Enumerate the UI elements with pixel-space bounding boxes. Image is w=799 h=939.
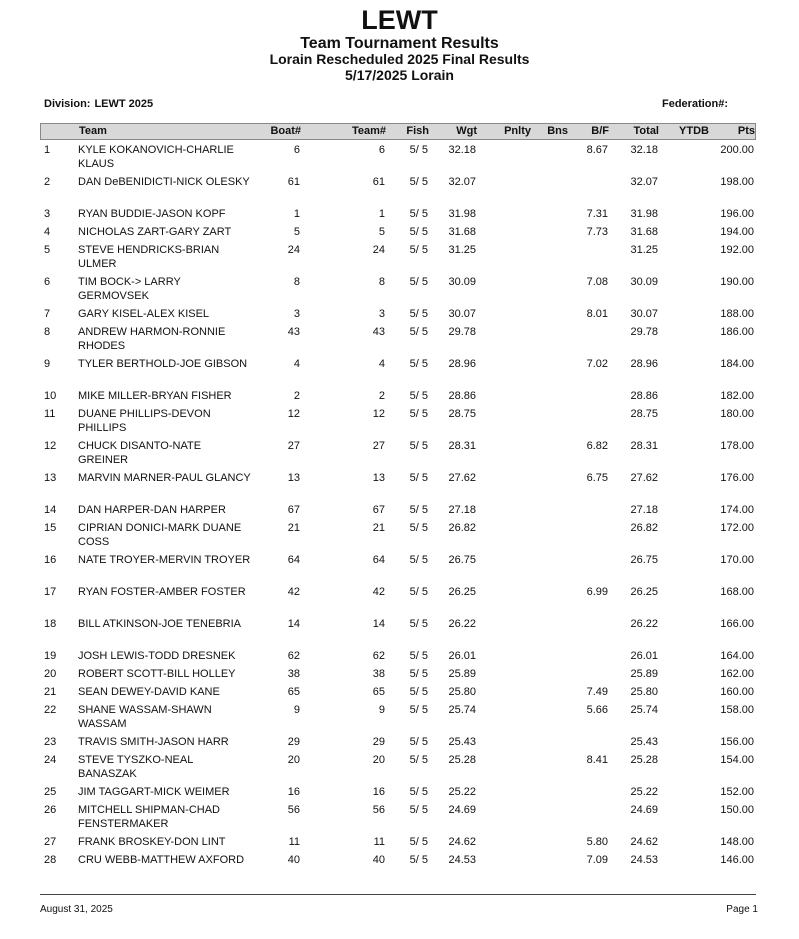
- table-row: [40, 803, 756, 835]
- cell-points: 164.00: [720, 650, 754, 662]
- cell-points: 158.00: [720, 704, 754, 716]
- cell-team-number: 20: [372, 754, 385, 766]
- cell-weight: 32.18: [448, 144, 476, 156]
- cell-fish: 5/ 5: [409, 686, 428, 698]
- cell-team-number: 12: [372, 408, 385, 420]
- cell-team-number: 2: [378, 390, 385, 402]
- cell-boat: 2: [293, 390, 300, 402]
- cell-total: 26.75: [630, 554, 658, 566]
- cell-place: 1: [44, 144, 51, 156]
- cell-fish: 5/ 5: [409, 618, 428, 630]
- cell-weight: 29.78: [448, 326, 476, 338]
- cell-weight: 24.53: [448, 854, 476, 866]
- table-row: [40, 143, 756, 175]
- cell-points: 176.00: [720, 472, 754, 484]
- cell-total: 26.01: [630, 650, 658, 662]
- cell-weight: 27.62: [448, 472, 476, 484]
- col-header-points: Pts: [737, 125, 755, 137]
- cell-weight: 26.01: [448, 650, 476, 662]
- cell-team: ROBERT SCOTT-BILL HOLLEY: [78, 668, 236, 680]
- cell-place: 9: [44, 358, 51, 370]
- cell-fish: 5/ 5: [409, 836, 428, 848]
- cell-team: FRANK BROSKEY-DON LINT: [78, 836, 226, 848]
- col-header-team: Team: [79, 125, 107, 137]
- footer-page-number: Page 1: [726, 904, 758, 915]
- cell-team-number: 29: [372, 736, 385, 748]
- cell-team-number: 3: [378, 308, 385, 320]
- cell-place: 4: [44, 226, 51, 238]
- cell-total: 30.09: [630, 276, 658, 288]
- cell-team: TYLER BERTHOLD-JOE GIBSON: [78, 358, 248, 370]
- cell-points: 178.00: [720, 440, 754, 452]
- cell-boat: 5: [293, 226, 300, 238]
- cell-points: 152.00: [720, 786, 754, 798]
- cell-boat: 43: [287, 326, 300, 338]
- cell-place: 15: [44, 522, 57, 534]
- table-row: [40, 835, 756, 853]
- cell-weight: 25.28: [448, 754, 476, 766]
- cell-big-fish: 5.66: [586, 704, 608, 716]
- cell-place: 5: [44, 244, 51, 256]
- cell-team-number: 64: [372, 554, 385, 566]
- cell-fish: 5/ 5: [409, 390, 428, 402]
- cell-fish: 5/ 5: [409, 668, 428, 680]
- cell-points: 194.00: [720, 226, 754, 238]
- cell-weight: 24.69: [448, 804, 476, 816]
- table-row: [40, 325, 756, 357]
- cell-team: SEAN DEWEY-DAVID KANE: [78, 686, 220, 698]
- cell-team: TRAVIS SMITH-JASON HARR: [78, 736, 229, 748]
- division-info: [44, 98, 157, 110]
- col-header-ytdb: YTDB: [679, 125, 709, 137]
- table-row: [40, 649, 756, 667]
- division-label: Division:: [44, 98, 91, 110]
- cell-points: 170.00: [720, 554, 754, 566]
- cell-team: NICHOLAS ZART-GARY ZART: [78, 226, 232, 238]
- report-subtitle: Team Tournament Results: [300, 35, 499, 52]
- table-row: [40, 389, 756, 407]
- cell-total: 25.74: [630, 704, 658, 716]
- cell-fish: 5/ 5: [409, 408, 428, 420]
- cell-points: 182.00: [720, 390, 754, 402]
- cell-team-number: 43: [372, 326, 385, 338]
- cell-place: 17: [44, 586, 57, 598]
- cell-weight: 25.43: [448, 736, 476, 748]
- cell-boat: 40: [287, 854, 300, 866]
- cell-team: STEVE HENDRICKS-BRIAN ULMER: [78, 244, 220, 270]
- cell-big-fish: 7.08: [586, 276, 608, 288]
- cell-points: 148.00: [720, 836, 754, 848]
- federation-info: [662, 98, 736, 110]
- cell-place: 3: [44, 208, 51, 220]
- cell-boat: 9: [293, 704, 300, 716]
- cell-team: ANDREW HARMON-RONNIE RHODES: [78, 326, 226, 352]
- table-row: [40, 407, 756, 439]
- cell-fish: 5/ 5: [409, 276, 428, 288]
- col-header-fish: Fish: [406, 125, 429, 137]
- cell-weight: 30.07: [448, 308, 476, 320]
- cell-total: 29.78: [630, 326, 658, 338]
- cell-team: MITCHELL SHIPMAN-CHAD FENSTERMAKER: [78, 804, 220, 830]
- table-row: [40, 357, 756, 389]
- cell-weight: 31.68: [448, 226, 476, 238]
- cell-weight: 30.09: [448, 276, 476, 288]
- table-row: [40, 439, 756, 471]
- cell-boat: 13: [287, 472, 300, 484]
- cell-weight: 28.86: [448, 390, 476, 402]
- cell-total: 31.98: [630, 208, 658, 220]
- cell-place: 23: [44, 736, 57, 748]
- col-header-boat: Boat#: [270, 125, 301, 137]
- cell-place: 7: [44, 308, 51, 320]
- cell-points: 184.00: [720, 358, 754, 370]
- cell-team-number: 24: [372, 244, 385, 256]
- cell-weight: 25.74: [448, 704, 476, 716]
- table-row: [40, 735, 756, 753]
- cell-place: 16: [44, 554, 57, 566]
- cell-place: 10: [44, 390, 57, 402]
- table-row: [40, 617, 756, 649]
- cell-points: 196.00: [720, 208, 754, 220]
- event-date-location: 5/17/2025 Lorain: [345, 67, 454, 83]
- cell-big-fish: 8.01: [586, 308, 608, 320]
- cell-big-fish: 7.31: [586, 208, 608, 220]
- cell-boat: 38: [287, 668, 300, 680]
- cell-total: 25.80: [630, 686, 658, 698]
- cell-total: 26.82: [630, 522, 658, 534]
- cell-points: 146.00: [720, 854, 754, 866]
- cell-fish: 5/ 5: [409, 754, 428, 766]
- cell-fish: 5/ 5: [409, 176, 428, 188]
- col-header-big-fish: B/F: [591, 125, 609, 137]
- cell-team: TIM BOCK-> LARRY GERMOVSEK: [78, 276, 181, 302]
- cell-points: 188.00: [720, 308, 754, 320]
- cell-weight: 27.18: [448, 504, 476, 516]
- cell-team-number: 6: [378, 144, 385, 156]
- cell-boat: 62: [287, 650, 300, 662]
- cell-place: 21: [44, 686, 57, 698]
- cell-total: 24.53: [630, 854, 658, 866]
- cell-weight: 25.89: [448, 668, 476, 680]
- division-value: LEWT 2025: [94, 98, 154, 110]
- table-row: [40, 471, 756, 503]
- cell-points: 180.00: [720, 408, 754, 420]
- cell-place: 27: [44, 836, 57, 848]
- cell-team: DUANE PHILLIPS-DEVON PHILLIPS: [78, 408, 211, 434]
- cell-boat: 65: [287, 686, 300, 698]
- cell-place: 28: [44, 854, 57, 866]
- cell-team-number: 13: [372, 472, 385, 484]
- table-row: [40, 553, 756, 585]
- table-row: [40, 275, 756, 307]
- cell-fish: 5/ 5: [409, 586, 428, 598]
- col-header-weight: Wgt: [456, 125, 477, 137]
- cell-fish: 5/ 5: [409, 804, 428, 816]
- cell-points: 166.00: [720, 618, 754, 630]
- cell-total: 25.43: [630, 736, 658, 748]
- cell-weight: 31.98: [448, 208, 476, 220]
- cell-total: 30.07: [630, 308, 658, 320]
- cell-boat: 14: [287, 618, 300, 630]
- cell-big-fish: 6.75: [586, 472, 608, 484]
- cell-team: MARVIN MARNER-PAUL GLANCY: [78, 472, 251, 484]
- cell-team: GARY KISEL-ALEX KISEL: [78, 308, 210, 320]
- cell-team-number: 61: [372, 176, 385, 188]
- cell-place: 11: [44, 408, 56, 420]
- cell-big-fish: 7.02: [586, 358, 608, 370]
- cell-team-number: 40: [372, 854, 385, 866]
- cell-team: CRU WEBB-MATTHEW AXFORD: [78, 854, 245, 866]
- cell-fish: 5/ 5: [409, 326, 428, 338]
- cell-place: 2: [44, 176, 51, 188]
- cell-boat: 8: [293, 276, 300, 288]
- cell-team-number: 14: [372, 618, 385, 630]
- cell-points: 162.00: [720, 668, 754, 680]
- cell-boat: 6: [293, 144, 300, 156]
- cell-team: SHANE WASSAM-SHAWN WASSAM: [78, 704, 212, 730]
- cell-points: 160.00: [720, 686, 754, 698]
- cell-big-fish: 7.73: [586, 226, 608, 238]
- cell-weight: 28.31: [448, 440, 476, 452]
- cell-weight: 26.25: [448, 586, 476, 598]
- cell-total: 25.28: [630, 754, 658, 766]
- cell-big-fish: 7.49: [586, 686, 608, 698]
- cell-team-number: 42: [372, 586, 385, 598]
- cell-boat: 4: [293, 358, 300, 370]
- cell-team-number: 9: [378, 704, 385, 716]
- cell-points: 186.00: [720, 326, 754, 338]
- cell-weight: 31.25: [448, 244, 476, 256]
- cell-total: 32.18: [630, 144, 658, 156]
- footer-divider: [40, 894, 756, 895]
- cell-team-number: 65: [372, 686, 385, 698]
- cell-points: 154.00: [720, 754, 754, 766]
- cell-fish: 5/ 5: [409, 440, 428, 452]
- cell-points: 156.00: [720, 736, 754, 748]
- cell-points: 168.00: [720, 586, 754, 598]
- cell-total: 31.68: [630, 226, 658, 238]
- cell-points: 172.00: [720, 522, 754, 534]
- cell-fish: 5/ 5: [409, 208, 428, 220]
- cell-fish: 5/ 5: [409, 226, 428, 238]
- cell-team: RYAN BUDDIE-JASON KOPF: [78, 208, 226, 220]
- cell-total: 25.89: [630, 668, 658, 680]
- cell-team-number: 27: [372, 440, 385, 452]
- cell-team: CHUCK DISANTO-NATE GREINER: [78, 440, 202, 466]
- cell-place: 18: [44, 618, 57, 630]
- cell-weight: 24.62: [448, 836, 476, 848]
- cell-weight: 28.96: [448, 358, 476, 370]
- cell-fish: 5/ 5: [409, 736, 428, 748]
- col-header-penalty: Pnlty: [504, 125, 531, 137]
- cell-fish: 5/ 5: [409, 522, 428, 534]
- cell-total: 26.22: [630, 618, 658, 630]
- cell-points: 192.00: [720, 244, 754, 256]
- cell-total: 28.86: [630, 390, 658, 402]
- cell-fish: 5/ 5: [409, 504, 428, 516]
- cell-boat: 56: [287, 804, 300, 816]
- cell-fish: 5/ 5: [409, 650, 428, 662]
- cell-place: 26: [44, 804, 57, 816]
- cell-team-number: 67: [372, 504, 385, 516]
- cell-points: 150.00: [720, 804, 754, 816]
- cell-fish: 5/ 5: [409, 244, 428, 256]
- cell-points: 174.00: [720, 504, 754, 516]
- cell-total: 27.62: [630, 472, 658, 484]
- table-row: [40, 207, 756, 225]
- cell-team: RYAN FOSTER-AMBER FOSTER: [78, 586, 246, 598]
- event-name: Lorain Rescheduled 2025 Final Results: [269, 51, 530, 67]
- cell-total: 27.18: [630, 504, 658, 516]
- cell-fish: 5/ 5: [409, 144, 428, 156]
- cell-boat: 21: [287, 522, 300, 534]
- col-header-bonus: Bns: [547, 125, 568, 137]
- cell-boat: 42: [287, 586, 300, 598]
- results-table-body: [40, 143, 756, 885]
- cell-fish: 5/ 5: [409, 358, 428, 370]
- cell-place: 25: [44, 786, 57, 798]
- cell-team-number: 4: [378, 358, 385, 370]
- cell-weight: 25.22: [448, 786, 476, 798]
- table-row: [40, 685, 756, 703]
- cell-fish: 5/ 5: [409, 308, 428, 320]
- cell-team: JIM TAGGART-MICK WEIMER: [78, 786, 230, 798]
- table-row: [40, 585, 756, 617]
- cell-team-number: 21: [372, 522, 385, 534]
- cell-big-fish: 6.99: [586, 586, 608, 598]
- cell-fish: 5/ 5: [409, 854, 428, 866]
- table-row: [40, 667, 756, 685]
- cell-place: 20: [44, 668, 57, 680]
- table-row: [40, 243, 756, 275]
- cell-place: 19: [44, 650, 57, 662]
- cell-team: JOSH LEWIS-TODD DRESNEK: [78, 650, 236, 662]
- table-row: [40, 853, 756, 885]
- cell-team-number: 62: [372, 650, 385, 662]
- cell-place: 24: [44, 754, 57, 766]
- table-row: [40, 785, 756, 803]
- cell-team: KYLE KOKANOVICH-CHARLIE KLAUS: [78, 144, 234, 170]
- cell-boat: 16: [287, 786, 300, 798]
- table-header: [40, 123, 756, 140]
- cell-team: MIKE MILLER-BRYAN FISHER: [78, 390, 232, 402]
- cell-total: 31.25: [630, 244, 658, 256]
- table-row: [40, 175, 756, 207]
- cell-big-fish: 8.67: [586, 144, 608, 156]
- col-header-team-number: Team#: [351, 125, 386, 137]
- cell-total: 26.25: [630, 586, 658, 598]
- cell-team: STEVE TYSZKO-NEAL BANASZAK: [78, 754, 193, 780]
- cell-weight: 26.82: [448, 522, 476, 534]
- cell-big-fish: 5.80: [586, 836, 608, 848]
- col-header-total: Total: [633, 125, 659, 137]
- cell-weight: 26.75: [448, 554, 476, 566]
- cell-team-number: 38: [372, 668, 385, 680]
- cell-weight: 25.80: [448, 686, 476, 698]
- cell-boat: 27: [287, 440, 300, 452]
- cell-total: 28.96: [630, 358, 658, 370]
- cell-weight: 32.07: [448, 176, 476, 188]
- cell-points: 200.00: [720, 144, 754, 156]
- cell-total: 28.75: [630, 408, 658, 420]
- cell-boat: 67: [287, 504, 300, 516]
- cell-total: 28.31: [630, 440, 658, 452]
- cell-team-number: 5: [378, 226, 385, 238]
- cell-fish: 5/ 5: [409, 786, 428, 798]
- table-row: [40, 307, 756, 325]
- cell-place: 13: [44, 472, 57, 484]
- cell-team-number: 56: [372, 804, 385, 816]
- cell-big-fish: 6.82: [586, 440, 608, 452]
- cell-place: 14: [44, 504, 57, 516]
- cell-points: 190.00: [720, 276, 754, 288]
- cell-boat: 24: [287, 244, 300, 256]
- cell-team-number: 1: [378, 208, 385, 220]
- cell-boat: 61: [287, 176, 300, 188]
- cell-boat: 1: [293, 208, 300, 220]
- cell-total: 32.07: [630, 176, 658, 188]
- cell-team-number: 11: [373, 836, 385, 848]
- table-row: [40, 703, 756, 735]
- cell-points: 198.00: [720, 176, 754, 188]
- cell-fish: 5/ 5: [409, 472, 428, 484]
- cell-place: 6: [44, 276, 51, 288]
- cell-place: 22: [44, 704, 57, 716]
- cell-team-number: 8: [378, 276, 385, 288]
- cell-boat: 64: [287, 554, 300, 566]
- cell-team-number: 16: [372, 786, 385, 798]
- table-row: [40, 521, 756, 553]
- report-title: LEWT: [361, 5, 438, 35]
- table-row: [40, 225, 756, 243]
- cell-team: DAN DeBENIDICTI-NICK OLESKY: [78, 176, 250, 188]
- cell-boat: 3: [293, 308, 300, 320]
- cell-big-fish: 8.41: [586, 754, 608, 766]
- cell-place: 12: [44, 440, 57, 452]
- cell-team: NATE TROYER-MERVIN TROYER: [78, 554, 251, 566]
- footer-date: August 31, 2025: [40, 904, 113, 915]
- cell-boat: 12: [287, 408, 300, 420]
- cell-fish: 5/ 5: [409, 554, 428, 566]
- cell-total: 24.62: [630, 836, 658, 848]
- cell-team: BILL ATKINSON-JOE TENEBRIA: [78, 618, 242, 630]
- table-row: [40, 753, 756, 785]
- table-row: [40, 503, 756, 521]
- cell-team: CIPRIAN DONICI-MARK DUANE COSS: [78, 522, 242, 548]
- cell-team: DAN HARPER-DAN HARPER: [78, 504, 226, 516]
- cell-boat: 29: [287, 736, 300, 748]
- cell-weight: 26.22: [448, 618, 476, 630]
- cell-total: 24.69: [630, 804, 658, 816]
- cell-place: 8: [44, 326, 51, 338]
- cell-big-fish: 7.09: [586, 854, 608, 866]
- cell-weight: 28.75: [448, 408, 476, 420]
- cell-total: 25.22: [630, 786, 658, 798]
- cell-boat: 11: [288, 836, 300, 848]
- cell-boat: 20: [287, 754, 300, 766]
- cell-fish: 5/ 5: [409, 704, 428, 716]
- federation-label: Federation#:: [662, 98, 729, 110]
